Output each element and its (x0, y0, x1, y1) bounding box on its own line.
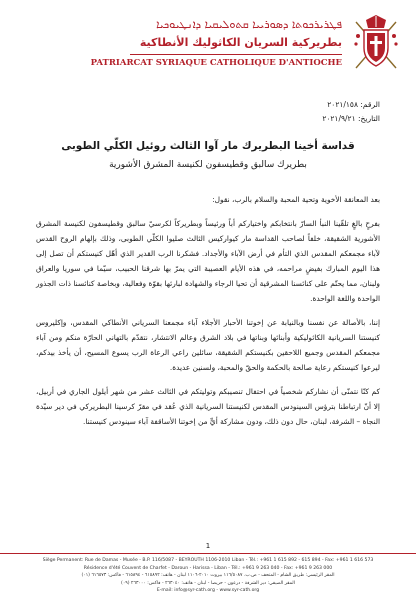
footer-line-contact: E-mail: info@syr-cath.org - www.syr-cath.org (156, 588, 260, 593)
footer-line-summer-ar: المقر الصيفي: دير الشرفة - درعون - حريصا - لبنان - هاتف: ٢٦٣٠٤٠ - فاكس: ٢٦٣٠٠٠ (٠٩) (121, 580, 295, 586)
addressee-title: قداسة أخينا البطريرك مار آوا الثالث روئيل الكلّي الطوبى (61, 140, 355, 152)
letter-body (36, 192, 380, 438)
letterhead (90, 10, 406, 78)
paragraph: كم كنّا نتمنّى أن نشاركم شخصياً في احتفال تنصيبكم وتوليتكم في الثالث عشر من شهر أيلول الجاري في أربيل، إلا أنّ ارتباطنا بترؤس السينودس المقدس لكنيستنا السريانية الذي عُقد في مقرّ كرسينا البطريركي في دير سيّدة النجاة – الشرفة، لبنان، حال دون ذلك، ودون مشاركة أيٍّ من إخوتنا الأساقفة آباء سينودس كنيستنا. (36, 387, 380, 426)
letterhead-syriac: ܦܛܪܝܪܟܘܬܐ ܕܣܘܪܝܝܐ ܩܬܘܠܝܩܝܐ ܕܐܢܛܝܘܟܝܐ (156, 18, 342, 31)
page-number: 1 (205, 542, 211, 550)
footer-line-address-ar: المقر الرئيسي: طريق الشام - المتحف - ص.ب. ١١٦/٥٠٨٧ بيروت ٢٠١٠-١١٠٦ لبنان - هاتف: ٦١٥٨٩٢ - ٦١٥٨٩٤ - فاكس: ٦١٦٥٧٣ (٠١) (81, 573, 335, 578)
patriarchal-coat-of-arms-icon (350, 14, 402, 72)
letterhead-french: PATRIARCAT SYRIAQUE CATHOLIQUE D'ANTIOCHE (90, 58, 342, 68)
reference-block (322, 98, 380, 126)
letterhead-rule (130, 54, 342, 55)
paragraph: إننا، بالأصالة عن نفسنا وبالنيابة عن إخوتنا الأحبار الأجلاء آباء مجمعنا السرياني الأنطاكي المقدس، وإكليروس كنيستنا السريانية الكاثوليكية وأبنائها وبناتها في بلاد الشرق وعالم الانتشار، نتقدّم بالتهاني الحارّة منكم ومن آباء مجمعكم المقدس وجميع اللاحقين بكنيستكم الشقيقة، سائلين راعي الرعاة الرب يسوع المسيح، أن يأخذ بيدكم، ليرعوا كنيستكم رعاية صالحة بالحكمة والحقّ والمحبة، ولسنين عديدة. (36, 318, 380, 372)
addressee-subtitle: بطريرك سالبق وقطيسفون لكنيسة المشرق الأشورية (109, 160, 307, 170)
letterhead-arabic: بطريركية السريان الكاثوليك الأنطاكية (139, 36, 342, 49)
footer-line-summer-fr: Résidence d'été Couvent de Charfet - Daroun - Harissa - Liban - Tél.: +961 9 263 040 - Fax: +961 9 263 000 (83, 565, 333, 571)
footer-line-address-fr: Siège Permanent: Rue de Damas - Musée - B.P. 116/5087 - BEYROUTH 1106-2010 Liban - Tél.: +961 1 615 892 - 615 894 - Fax: +961 1 616 573 (42, 558, 374, 563)
footer (0, 553, 416, 600)
reference-date: التاريخ: ٢٠٢١/٩/٢١ (322, 114, 380, 123)
reference-number: الرقم: ٢٠٢١/١٥٨ (327, 100, 380, 109)
paragraph: بفرحٍ بالغٍ تلقّينا النبأ السارّ بانتخابكم واختياركم أباً ورئيساً وبطريركاً لكرسيّ سالبق وقطيسفون لكنيسة المشرق الأشورية الشقيقة، خلفاً لصاحب القداسة مار كيواركيس الثالث صليوا الكلّي الطوبى، وذلك بإلهام الروح القدس لآباء مجمعكم المقدس الذي التأم في أرض الآباء والأجداد. فشكرنا الرب القدير الذي أهّل كنيستكم أن تصل إلى هذا اليوم المبارك بفيضٍ مراحمه، في هذه الأيام العصيبة التي يمرّ بها شرقنا الحبيب، سيّما في سوريا والعراق ولبنان، مما يحتّم على كنائسنا المشرقية أن تحيا الرجاء والشهادة لبارئها بقوّة وفعالية، وبخاصة كنائسنا ذات الجذور الواحدة واللغة الواحدة. (36, 219, 380, 303)
paragraph-greeting: بعد المعانقة الأخوية وتحية المحبة والسلام بالرب، نقول: (212, 195, 380, 204)
